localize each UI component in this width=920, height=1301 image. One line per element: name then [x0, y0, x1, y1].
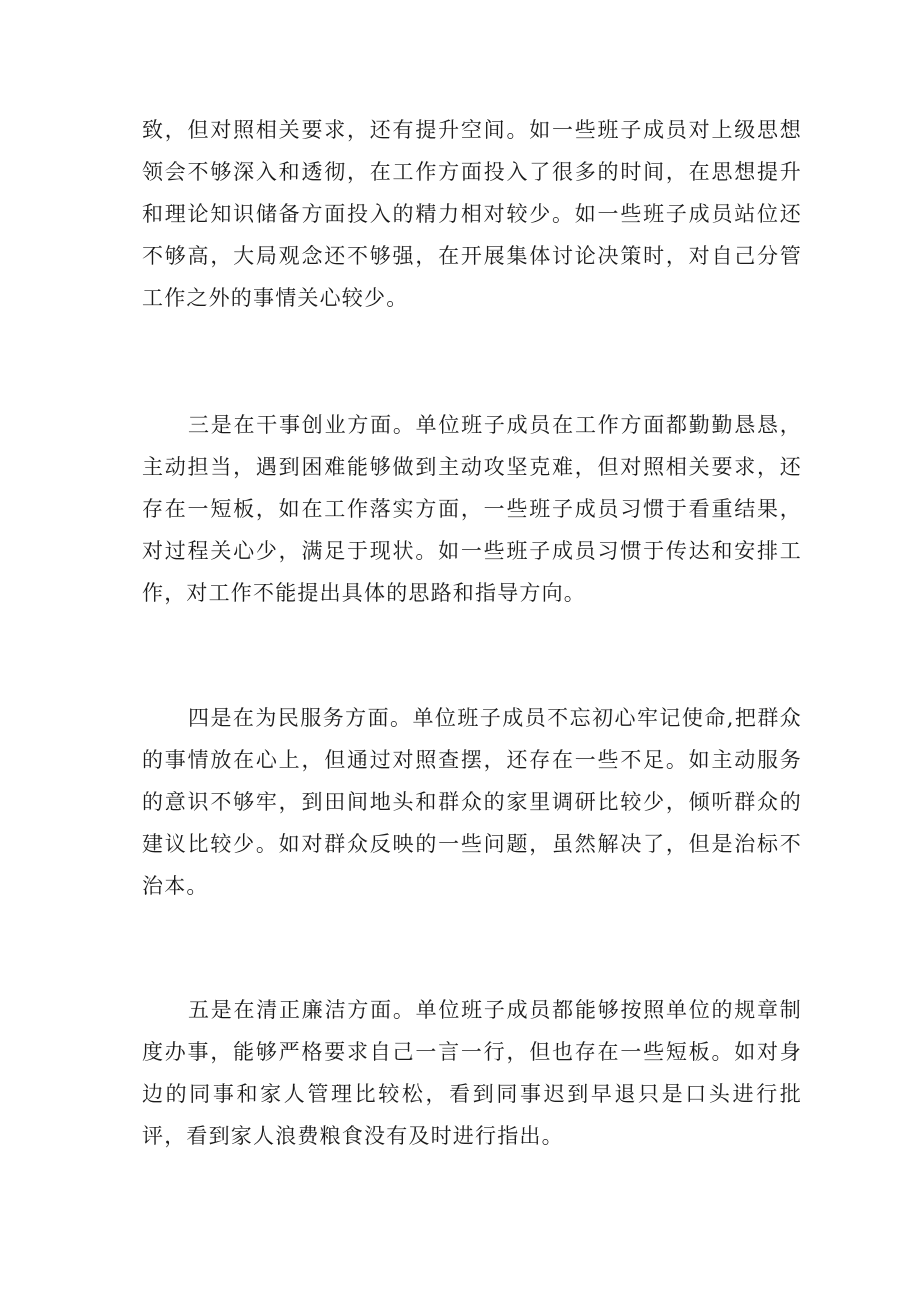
paragraph-integrity: 五是在清正廉洁方面。单位班子成员都能够按照单位的规章制度办事，能够严格要求自己一言一行，但也存在一些短板。如对身边的同事和家人管理比较松，看到同事迟到早退只是口头进行批评，看到家人浪费粮食没有及时进行指出。: [142, 998, 802, 1148]
paragraph-public-service: 四是在为民服务方面。单位班子成员不忘初心牢记使命,把群众的事情放在心上，但通过对照查摆，还存在一些不足。如主动服务的意识不够牢，到田间地头和群众的家里调研比较少，倾听群众的建议比较少。如对群众反映的一些问题，虽然解决了，但是治标不治本。: [142, 706, 802, 898]
paragraph-entrepreneurship: 三是在干事创业方面。单位班子成员在工作方面都勤勤恳恳，主动担当，遇到困难能够做到主动攻坚克难，但对照相关要求，还存在一短板，如在工作落实方面，一些班子成员习惯于看重结果，对过程关心少，满足于现状。如一些班子成员习惯于传达和安排工作，对工作不能提出具体的思路和指导方向。: [142, 413, 802, 605]
paragraph-continued-ideology: 致，但对照相关要求，还有提升空间。如一些班子成员对上级思想领会不够深入和透彻，在工作方面投入了很多的时间，在思想提升和理论知识储备方面投入的精力相对较少。如一些班子成员站位还不够高，大局观念还不够强，在开展集体讨论决策时，对自己分管工作之外的事情关心较少。: [142, 118, 802, 310]
